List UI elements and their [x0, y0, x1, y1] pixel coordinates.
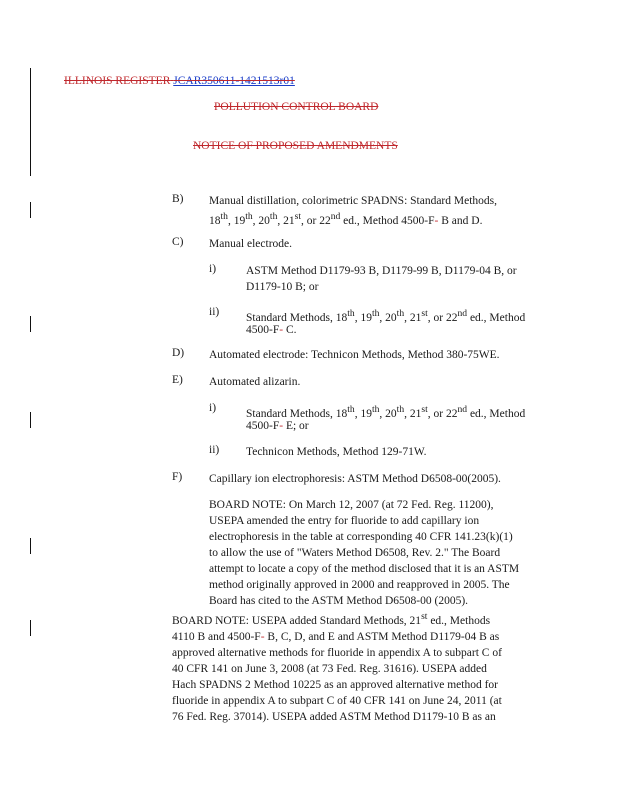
change-bar: [30, 620, 31, 636]
item-c-text: Manual electrode.: [209, 238, 293, 250]
item-b-label: B): [172, 193, 184, 205]
item-e-label: E): [172, 374, 183, 386]
item-b-line2: 18th, 19th, 20th, 21st, or 22nd ed., Method 4500-F- B and D.: [209, 211, 483, 227]
jcar-id: JCAR350611-1421513r01: [173, 75, 295, 87]
item-c-i-label: i): [209, 263, 217, 275]
note-line: BOARD NOTE: USEPA added Standard Methods, 21st ed., Methods: [172, 611, 491, 627]
board-note-1: [209, 497, 519, 609]
note-line: to allow the use of "Waters Method D6508, Rev. 2." The Board: [209, 547, 501, 559]
change-bar: [30, 412, 31, 428]
note-line: USEPA amended the entry for fluoride to add capillary ion: [209, 515, 480, 527]
item-d-text: Automated electrode: Technicon Methods, Method 380-75WE.: [209, 349, 500, 361]
item-d-label: D): [172, 347, 185, 359]
item-c-ii-line1: Standard Methods, 18th, 19th, 20th, 21st, or 22nd ed., Method: [246, 308, 526, 324]
item-e-i-line2: 4500-F- E; or: [246, 420, 309, 432]
item-c-label: C): [172, 236, 184, 248]
note-line: approved alternative methods for fluoride in appendix A to subpart C of: [172, 646, 502, 659]
note-line: 40 CFR 141 on June 3, 2008 (at 73 Fed. Reg. 31616). USEPA added: [172, 662, 487, 675]
item-e-ii-label: ii): [209, 444, 220, 456]
register-title: ILLINOIS REGISTER: [64, 75, 171, 87]
item-c-ii-label: ii): [209, 306, 220, 318]
change-bar: [30, 68, 31, 176]
note-line: BOARD NOTE: On March 12, 2007 (at 72 Fed. Reg. 11200),: [209, 499, 494, 511]
note-line: fluoride in appendix A to subpart C of 40 CFR 141 on June 24, 2011 (at: [172, 694, 502, 707]
board-header: POLLUTION CONTROL BOARD: [214, 101, 379, 113]
note-line: 4110 B and 4500-F- B, C, D, and E and ASTM Method D1179-04 B as: [172, 630, 500, 643]
item-c-i-line2: D1179-10 B; or: [246, 281, 319, 293]
note-line: electrophoresis in the table at corresponding 40 CFR 141.23(k)(1): [209, 531, 513, 543]
board-note-2: [172, 609, 502, 725]
item-c-i-line1: ASTM Method D1179-93 B, D1179-99 B, D1179-04 B, or: [246, 265, 517, 277]
note-line: 76 Fed. Reg. 37014). USEPA added ASTM Method D1179-10 B as an: [172, 710, 496, 723]
change-bar: [30, 316, 31, 332]
item-e-i-label: i): [209, 402, 217, 414]
item-b-line1: Manual distillation, colorimetric SPADNS: Standard Methods,: [209, 195, 498, 207]
item-f-label: F): [172, 471, 183, 483]
notice-header: NOTICE OF PROPOSED AMENDMENTS: [193, 140, 398, 152]
note-line: Board has cited to the ASTM Method D6508-00 (2005).: [209, 595, 469, 607]
item-e-text: Automated alizarin.: [209, 376, 301, 388]
item-e-i-line1: Standard Methods, 18th, 19th, 20th, 21st, or 22nd ed., Method: [246, 404, 526, 420]
item-e-ii-text: Technicon Methods, Method 129-71W.: [246, 446, 427, 458]
note-line: Hach SPADNS 2 Method 10225 as an approved alternative method for: [172, 678, 498, 691]
item-c-ii-line2: 4500-F- C.: [246, 324, 297, 336]
register-header: [64, 75, 295, 87]
note-line: attempt to locate a copy of the method disclosed that it is an ASTM: [209, 563, 520, 575]
note-line: method originally approved in 2000 and reapproved in 2005. The: [209, 579, 510, 591]
item-f-text: Capillary ion electrophoresis: ASTM Method D6508-00(2005).: [209, 473, 501, 485]
change-bar: [30, 538, 31, 554]
change-bar: [30, 202, 31, 218]
